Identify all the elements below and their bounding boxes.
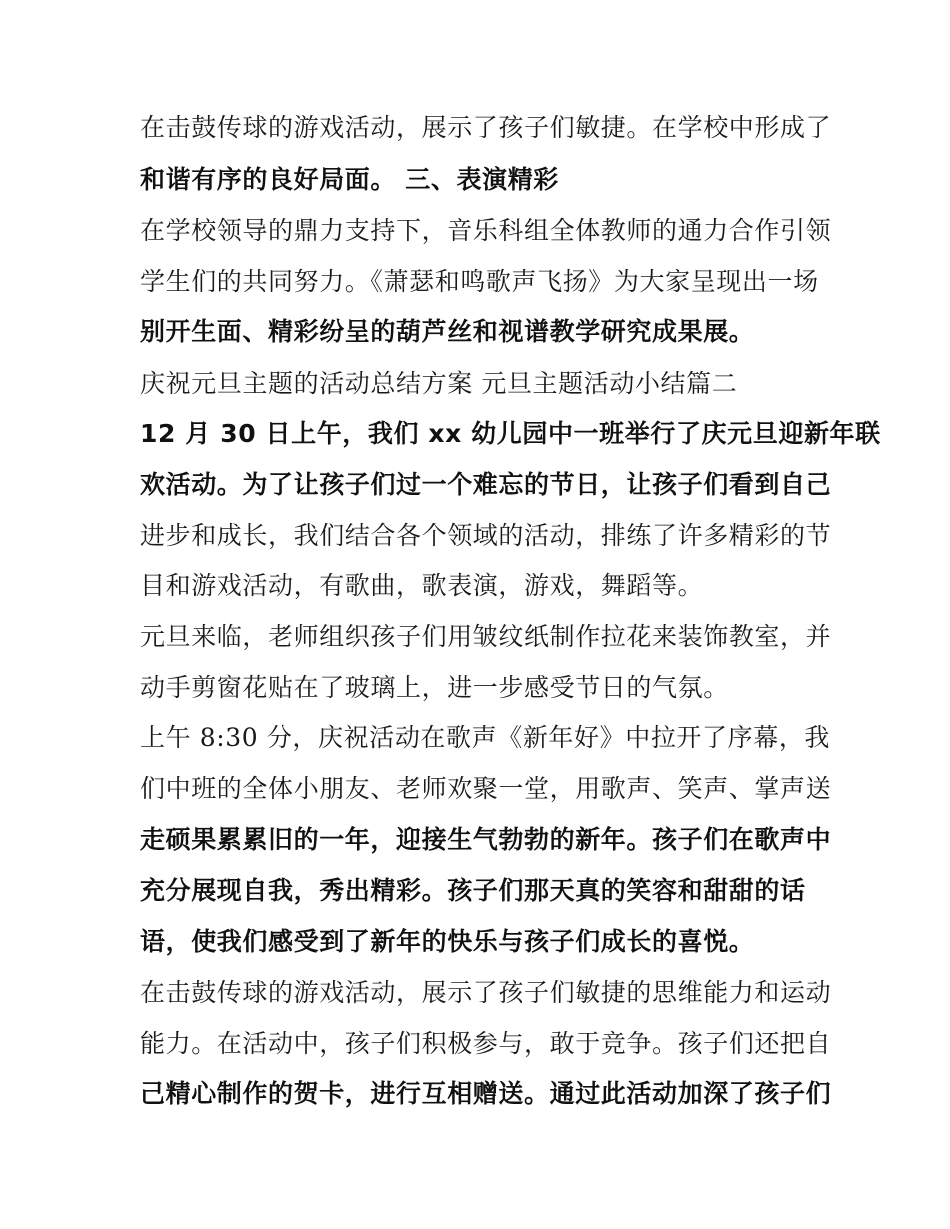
text-line-8: 欢活动。为了让孩子们过一个难忘的节日，让孩子们看到自己 [140,470,832,499]
text-line-2: 和谐有序的良好局面。 三、表演精彩 [140,165,559,194]
text-line-3: 在学校领导的鼎力支持下，音乐科组全体教师的通力合作引领 [140,216,832,245]
text-line-6: 庆祝元旦主题的活动总结方案 元旦主题活动小结篇二 [140,369,738,398]
text-line-5: 别开生面、精彩纷呈的葫芦丝和视谱教学研究成果展。 [140,317,755,346]
text-line-20: 己精心制作的贺卡，进行互相赠送。通过此活动加深了孩子们 [140,1079,832,1108]
text-line-19: 能力。在活动中，孩子们积极参与，敢于竞争。孩子们还把自 [140,1029,832,1058]
text-line-16: 充分展现自我，秀出精彩。孩子们那天真的笑容和甜甜的话 [140,876,806,905]
text-line-11: 元旦来临，老师组织孩子们用皱纹纸制作拉花来装饰教室，并 [140,622,832,651]
text-line-14: 们中班的全体小朋友、老师欢聚一堂，用歌声、笑声、掌声送 [140,774,832,803]
text-line-9: 进步和成长，我们结合各个领域的活动，排练了许多精彩的节 [140,521,832,550]
text-line-4: 学生们的共同努力。《萧瑟和鸣歌声飞扬》为大家呈现出一场 [140,267,819,296]
text-line-15: 走硕果累累旧的一年，迎接生气勃勃的新年。孩子们在歌声中 [140,825,832,854]
text-line-7: 12 月 30 日上午，我们 xx 幼儿园中一班举行了庆元旦迎新年联 [140,419,881,448]
text-line-18: 在击鼓传球的游戏活动，展示了孩子们敏捷的思维能力和运动 [140,978,832,1007]
text-line-12: 动手剪窗花贴在了玻璃上，进一步感受节日的气氛。 [140,673,729,702]
text-line-10: 目和游戏活动，有歌曲，歌表演，游戏，舞蹈等。 [140,571,704,600]
text-line-13: 上午 8:30 分，庆祝活动在歌声《新年好》中拉开了序幕，我 [140,723,831,752]
text-line-1: 在击鼓传球的游戏活动，展示了孩子们敏捷。在学校中形成了 [140,113,832,142]
text-line-17: 语，使我们感受到了新年的快乐与孩子们成长的喜悦。 [140,927,755,956]
